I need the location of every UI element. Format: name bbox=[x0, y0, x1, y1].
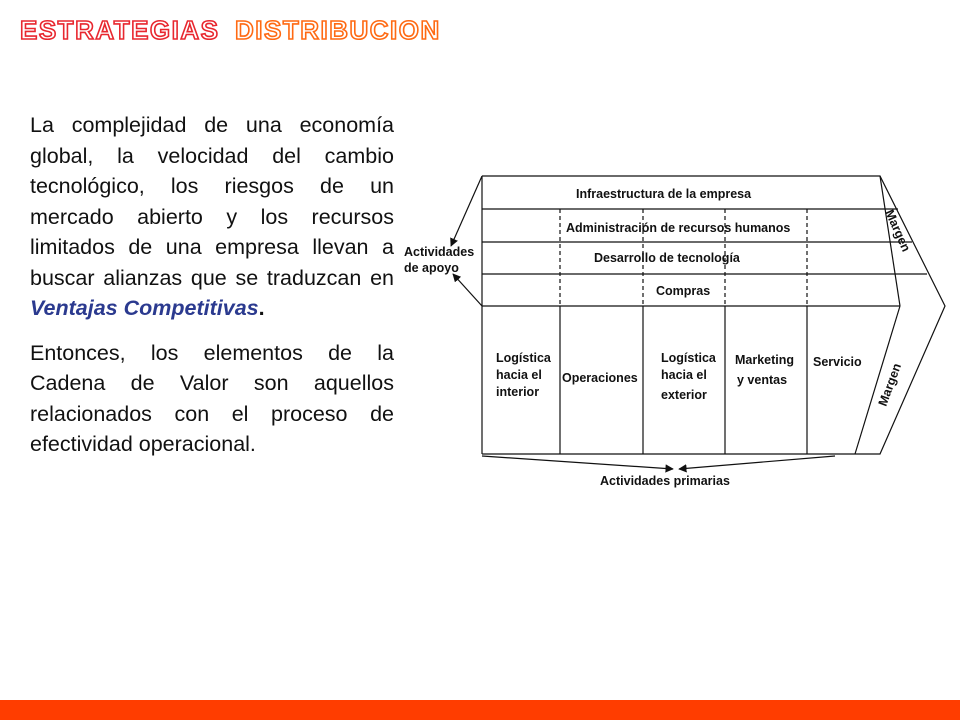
primary-3-line-3: exterior bbox=[661, 388, 707, 402]
primary-1-line-1: Logística bbox=[496, 351, 551, 365]
paragraph-1-period: . bbox=[258, 296, 265, 320]
logo-text-estrategias: ESTRATEGIAS bbox=[20, 15, 220, 45]
primary-4-line-2: y ventas bbox=[737, 373, 788, 387]
paragraph-2: Entonces, los elementos de la Cadena de Valor son aquellos relacionados con el proceso de efectividad operacional. bbox=[30, 340, 394, 456]
paragraph-1 bbox=[30, 110, 394, 324]
primary-1-line-2: hacia el bbox=[496, 368, 542, 382]
body-text bbox=[30, 110, 394, 474]
value-chain-outline bbox=[482, 176, 945, 454]
primary-arrow-right bbox=[679, 456, 835, 469]
company-logo bbox=[20, 14, 460, 46]
support-activity-1: Infraestructura de la empresa bbox=[576, 187, 752, 201]
primary-5-line-1: Servicio bbox=[813, 355, 862, 369]
primary-activities-label: Actividades primarias bbox=[600, 474, 730, 488]
support-arrow-up bbox=[451, 176, 482, 246]
logo-text-distribucion: DISTRIBUCION bbox=[235, 15, 441, 45]
support-label-line-2: de apoyo bbox=[404, 261, 459, 275]
support-activity-2: Administración de recursos humanos bbox=[566, 221, 791, 235]
support-label-line-1: Actividades bbox=[404, 245, 475, 259]
primary-3-line-1: Logística bbox=[661, 351, 716, 365]
primary-arrow-left bbox=[482, 456, 673, 469]
primary-4-line-1: Marketing bbox=[735, 353, 795, 367]
value-chain-diagram bbox=[400, 170, 950, 500]
primary-3-line-2: hacia el bbox=[661, 368, 707, 382]
ventajas-competitivas-highlight: Ventajas Competitivas bbox=[30, 296, 259, 320]
primary-2-line-1: Operaciones bbox=[562, 371, 638, 385]
margin-label-top: Margen bbox=[882, 207, 914, 254]
primary-1-line-3: interior bbox=[496, 385, 540, 399]
margin-label-bottom: Margen bbox=[875, 361, 905, 409]
bottom-accent-bar bbox=[0, 700, 960, 720]
support-activity-4: Compras bbox=[656, 284, 711, 298]
paragraph-1-text: La complejidad de una economía global, la velocidad del cambio tecnológico, los riesgos de un mercado abierto y los recursos limitados de una empresa llevan a buscar alianzas que se traduzcan en bbox=[30, 113, 394, 290]
support-activity-3: Desarrollo de tecnología bbox=[594, 251, 740, 265]
support-arrow-down bbox=[453, 274, 482, 306]
